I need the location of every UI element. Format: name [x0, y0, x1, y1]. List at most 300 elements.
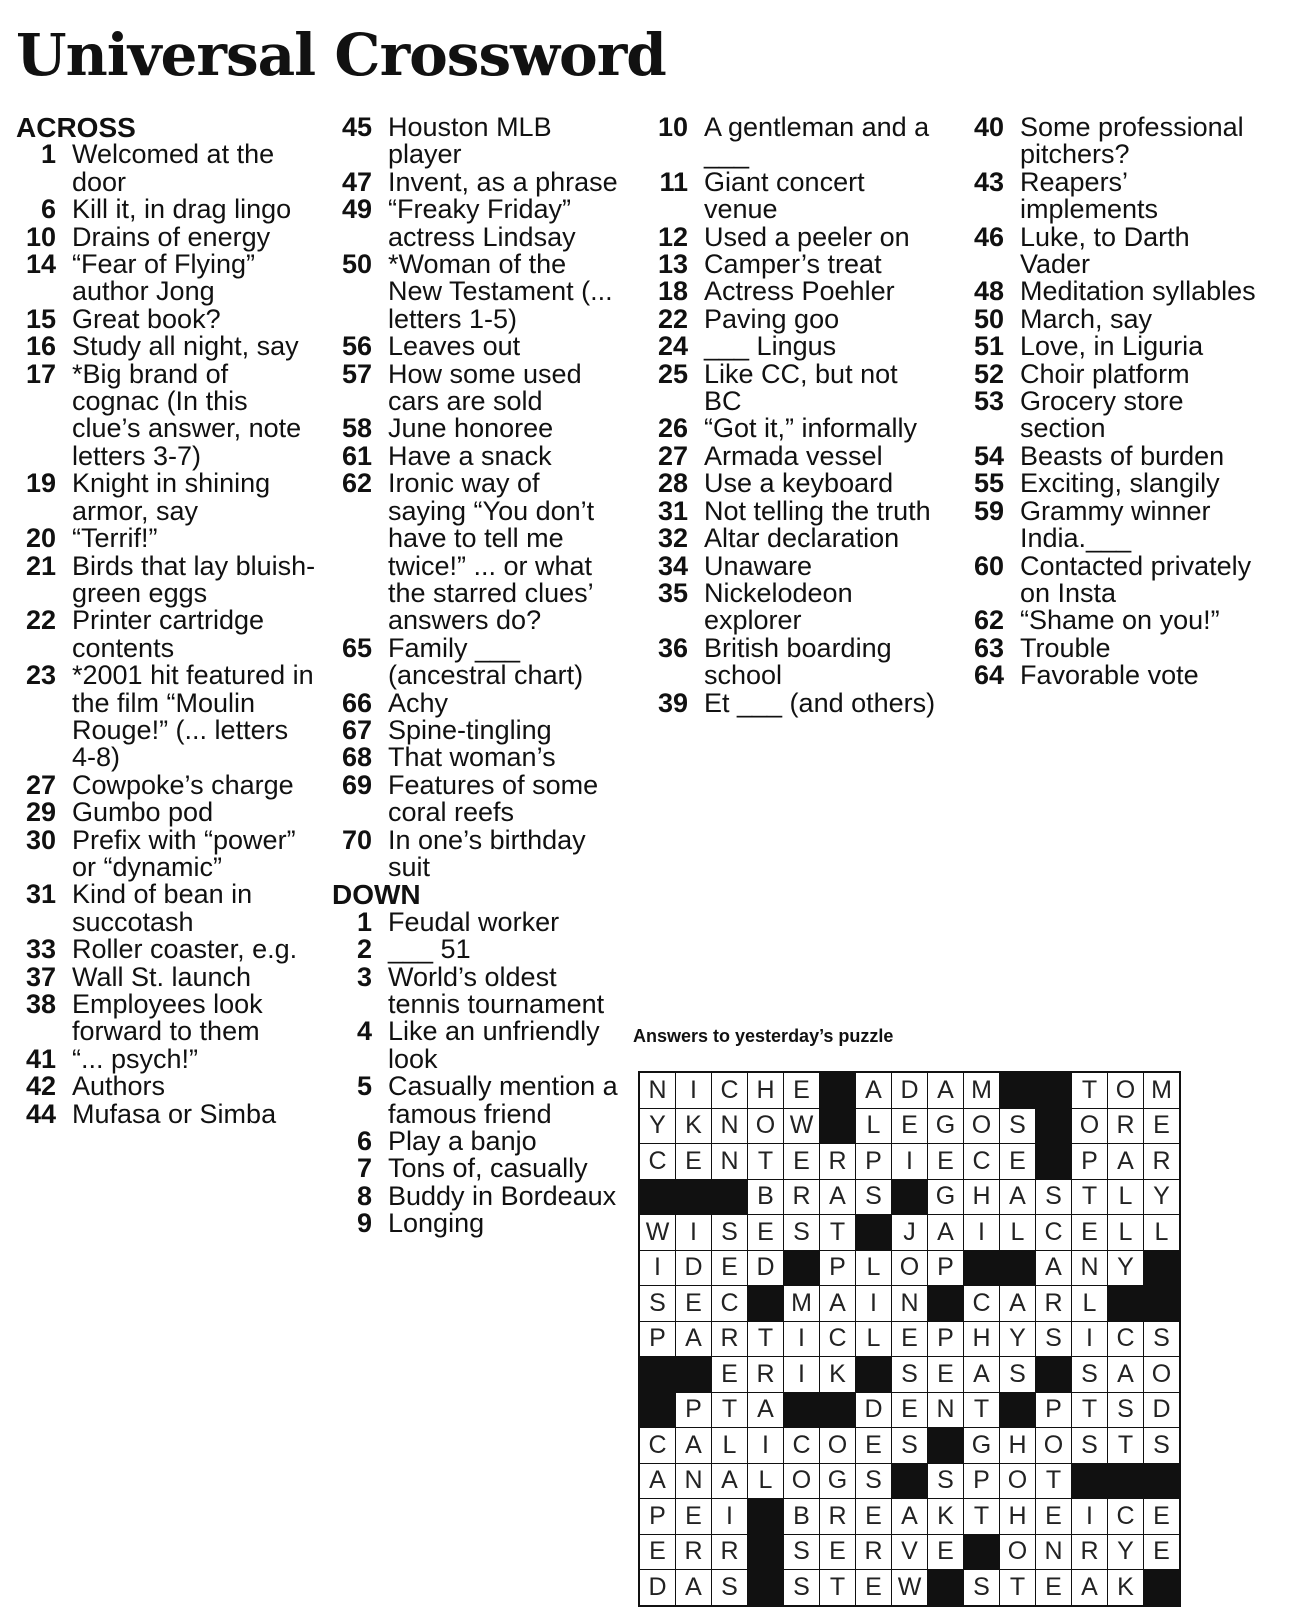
clue-item — [16, 470, 316, 525]
grid-cell: N — [640, 1073, 675, 1108]
clue-item — [648, 525, 938, 552]
grid-block — [784, 1393, 819, 1428]
clue-item — [16, 1043, 316, 1074]
clue-item — [16, 936, 316, 963]
down-header: DOWN — [332, 879, 421, 911]
clue-item — [16, 991, 316, 1046]
grid-block — [1000, 1251, 1035, 1286]
clue-item — [648, 333, 938, 360]
grid-cell: G — [928, 1109, 963, 1144]
grid-cell: C — [1108, 1499, 1143, 1534]
grid-cell: A — [712, 1464, 747, 1499]
grid-cell: T — [964, 1393, 999, 1428]
grid-cell: W — [640, 1215, 675, 1250]
clue-item — [16, 196, 316, 223]
clue-text: Have a snack — [388, 440, 552, 471]
grid-cell: S — [856, 1180, 891, 1215]
clue-item — [648, 303, 938, 334]
clue-item — [332, 470, 622, 634]
clue-text: Grocery store section — [1020, 386, 1184, 444]
clue-text: Unaware — [704, 550, 813, 581]
clue-number: 62 — [341, 468, 372, 499]
grid-cell: T — [748, 1144, 783, 1179]
grid-cell: E — [784, 1073, 819, 1108]
grid-cell: D — [640, 1570, 675, 1605]
clue-number: 62 — [973, 605, 1004, 636]
grid-cell: W — [892, 1570, 927, 1605]
grid-block — [1036, 1109, 1071, 1144]
grid-cell: E — [856, 1499, 891, 1534]
clue-number: 47 — [341, 166, 372, 197]
clue-number: 61 — [341, 440, 372, 471]
clue-item — [964, 607, 1264, 634]
clue-number: 53 — [973, 386, 1004, 417]
clue-text: Authors — [72, 1071, 166, 1102]
clue-item — [16, 251, 316, 306]
grid-cell: A — [640, 1464, 675, 1499]
clue-item — [332, 166, 622, 197]
clue-number: 65 — [341, 632, 372, 663]
grid-cell: M — [1144, 1073, 1179, 1108]
clue-item — [964, 278, 1264, 305]
grid-cell: L — [856, 1109, 891, 1144]
clue-text: June honoree — [388, 413, 554, 444]
clue-item — [332, 961, 622, 1019]
clue-number: 19 — [25, 468, 56, 499]
grid-cell: S — [1000, 1109, 1035, 1144]
clue-item — [16, 221, 316, 252]
clue-text: *Woman of the New Testament (... letters 1-5) — [388, 249, 613, 334]
clue-number: 59 — [973, 495, 1004, 526]
clue-text: Luke, to Darth Vader — [1020, 221, 1190, 280]
clue-number: 12 — [657, 221, 688, 252]
grid-cell: E — [676, 1286, 711, 1321]
grid-block — [748, 1570, 783, 1605]
grid-cell: T — [964, 1499, 999, 1534]
clue-item — [16, 141, 316, 196]
clue-item — [332, 687, 622, 718]
grid-cell: Y — [1108, 1535, 1143, 1570]
clue-number: 6 — [40, 194, 56, 225]
clue-item — [332, 1128, 622, 1155]
grid-cell: I — [856, 1286, 891, 1321]
grid-cell: L — [1000, 1215, 1035, 1250]
clue-text: How some used cars are sold — [388, 358, 582, 417]
clue-number: 29 — [25, 797, 56, 828]
grid-block — [964, 1535, 999, 1570]
grid-cell: E — [712, 1251, 747, 1286]
clue-text: Kind of bean in succotash — [72, 879, 253, 937]
clue-number: 1 — [356, 906, 372, 937]
clue-text: “Shame on you!” — [1020, 605, 1220, 636]
clue-number: 13 — [657, 249, 688, 280]
grid-cell: E — [748, 1215, 783, 1250]
grid-cell: A — [676, 1428, 711, 1463]
clue-number: 48 — [973, 276, 1004, 307]
grid-cell: T — [712, 1393, 747, 1428]
grid-cell: I — [784, 1322, 819, 1357]
grid-cell: O — [964, 1109, 999, 1144]
grid-cell: S — [856, 1464, 891, 1499]
grid-cell: K — [676, 1109, 711, 1144]
grid-cell: P — [676, 1393, 711, 1428]
clue-number: 27 — [657, 440, 688, 471]
clue-number: 46 — [973, 221, 1004, 252]
clue-column-3 — [648, 114, 938, 717]
clue-item — [964, 440, 1264, 471]
clue-item — [16, 550, 316, 608]
grid-cell: R — [856, 1535, 891, 1570]
clue-item — [16, 607, 316, 662]
clue-column-4 — [964, 114, 1264, 690]
clue-text: Beasts of burden — [1020, 440, 1225, 471]
clue-number: 15 — [25, 303, 56, 334]
clue-item — [332, 1180, 622, 1211]
clue-item — [16, 824, 316, 882]
clue-item — [16, 961, 316, 992]
grid-cell: O — [748, 1109, 783, 1144]
clue-number: 38 — [25, 989, 56, 1019]
grid-cell: A — [856, 1073, 891, 1108]
grid-cell: L — [1108, 1215, 1143, 1250]
clue-text: Buddy in Bordeaux — [388, 1180, 617, 1211]
clue-text: ___ 51 — [388, 934, 471, 965]
grid-cell: W — [784, 1109, 819, 1144]
grid-cell: I — [1072, 1322, 1107, 1357]
grid-block — [1072, 1464, 1107, 1499]
grid-cell: O — [892, 1251, 927, 1286]
grid-cell: H — [964, 1180, 999, 1215]
clue-text: Et ___ (and others) — [704, 687, 936, 718]
clue-item — [648, 577, 938, 636]
grid-cell: A — [748, 1393, 783, 1428]
clue-text: Exciting, slangily — [1020, 468, 1220, 499]
clue-item — [648, 470, 938, 497]
clue-column-2 — [332, 114, 622, 1238]
grid-block — [820, 1073, 855, 1108]
grid-cell: C — [964, 1286, 999, 1321]
clue-item — [332, 1210, 622, 1237]
grid-block — [1000, 1393, 1035, 1428]
grid-cell: P — [640, 1499, 675, 1534]
grid-cell: P — [928, 1251, 963, 1286]
clue-text: Grammy winner India.___ — [1020, 495, 1211, 554]
clue-item — [332, 936, 622, 963]
clue-item — [332, 358, 622, 417]
clue-item — [16, 525, 316, 552]
grid-cell: P — [640, 1322, 675, 1357]
grid-block — [1144, 1570, 1179, 1605]
clue-number: 8 — [356, 1180, 372, 1211]
clue-item — [332, 744, 622, 771]
grid-cell: T — [1072, 1073, 1107, 1108]
grid-cell: D — [892, 1073, 927, 1108]
grid-cell: C — [820, 1322, 855, 1357]
grid-cell: J — [892, 1215, 927, 1250]
clue-text: Use a keyboard — [704, 468, 894, 499]
clue-item — [332, 333, 622, 360]
grid-cell: E — [712, 1357, 747, 1392]
clue-text: Feudal worker — [388, 906, 560, 937]
grid-block — [892, 1464, 927, 1499]
grid-cell: T — [1072, 1180, 1107, 1215]
grid-cell: S — [784, 1570, 819, 1605]
clue-number: 57 — [341, 358, 372, 389]
grid-cell: S — [784, 1535, 819, 1570]
grid-block — [1144, 1464, 1179, 1499]
clue-number: 30 — [25, 824, 56, 855]
grid-cell: T — [820, 1570, 855, 1605]
grid-cell: L — [748, 1464, 783, 1499]
clue-number: 52 — [973, 358, 1004, 389]
clue-number: 37 — [25, 961, 56, 992]
clue-text: Study all night, say — [72, 331, 299, 362]
clue-text: Achy — [388, 687, 449, 718]
clue-item — [648, 278, 938, 305]
grid-cell: C — [640, 1144, 675, 1179]
grid-cell: S — [1072, 1428, 1107, 1463]
clue-item — [648, 440, 938, 471]
clue-text: Employees look forward to them — [72, 989, 263, 1047]
clue-item — [332, 114, 622, 169]
grid-cell: A — [676, 1570, 711, 1605]
clue-text: Longing — [388, 1208, 485, 1239]
clue-item — [964, 221, 1264, 280]
clue-number: 5 — [356, 1071, 372, 1102]
clue-item — [964, 550, 1264, 608]
clue-item — [16, 769, 316, 800]
clue-number: 54 — [973, 440, 1004, 471]
grid-cell: S — [712, 1215, 747, 1250]
clue-text: Ironic way of saying “You don’t have to tell me twice!” ... or what the starred clues’ answers do? — [388, 468, 595, 636]
grid-cell: Y — [1000, 1322, 1035, 1357]
grid-cell: E — [856, 1570, 891, 1605]
clue-number: 10 — [657, 112, 688, 142]
clue-number: 55 — [973, 468, 1004, 499]
clue-text: Contacted privately on Insta — [1020, 550, 1252, 608]
clue-text: Welcomed at the door — [72, 139, 275, 197]
clue-number: 44 — [25, 1098, 56, 1129]
clue-item — [16, 1098, 316, 1129]
clue-text: Actress Poehler — [704, 276, 895, 307]
clue-item — [16, 358, 316, 471]
grid-block — [712, 1180, 747, 1215]
clue-item — [16, 1073, 316, 1100]
grid-cell: S — [784, 1215, 819, 1250]
grid-cell: A — [928, 1073, 963, 1108]
across-header: ACROSS — [16, 112, 136, 143]
clue-text: “Got it,” informally — [704, 413, 918, 444]
grid-cell: E — [856, 1428, 891, 1463]
grid-block — [1000, 1073, 1035, 1108]
grid-block — [856, 1215, 891, 1250]
grid-cell: R — [1072, 1535, 1107, 1570]
grid-cell: K — [820, 1357, 855, 1392]
grid-cell: O — [820, 1428, 855, 1463]
grid-cell: L — [1108, 1180, 1143, 1215]
grid-cell: H — [1000, 1428, 1035, 1463]
grid-cell: R — [784, 1180, 819, 1215]
grid-cell: C — [712, 1073, 747, 1108]
clue-text: Houston MLB player — [388, 112, 552, 170]
clue-item — [648, 251, 938, 278]
grid-cell: D — [748, 1251, 783, 1286]
grid-cell: L — [1072, 1286, 1107, 1321]
grid-cell: T — [1036, 1464, 1071, 1499]
clue-text: Invent, as a phrase — [388, 166, 618, 197]
grid-cell: A — [928, 1215, 963, 1250]
grid-cell: E — [892, 1322, 927, 1357]
clue-text: *2001 hit featured in the film “Moulin Rouge!” (... letters 4-8) — [72, 660, 314, 773]
clue-number: 32 — [657, 523, 688, 554]
clue-item — [964, 166, 1264, 225]
grid-cell: I — [640, 1251, 675, 1286]
clue-number: 14 — [25, 249, 56, 280]
clue-item — [332, 440, 622, 471]
clue-item — [964, 114, 1264, 169]
grid-cell: P — [928, 1322, 963, 1357]
grid-cell: E — [1072, 1215, 1107, 1250]
clue-text: “... psych!” — [72, 1043, 199, 1074]
clue-item — [332, 1073, 622, 1128]
grid-block — [676, 1180, 711, 1215]
clue-number: 67 — [341, 714, 372, 745]
clue-text: Trouble — [1020, 632, 1111, 663]
grid-block — [1036, 1357, 1071, 1392]
grid-block — [1036, 1073, 1071, 1108]
answer-grid — [638, 1071, 1181, 1607]
clue-text: Giant concert venue — [704, 166, 865, 225]
grid-cell: P — [964, 1464, 999, 1499]
grid-cell: O — [1036, 1428, 1071, 1463]
grid-cell: S — [928, 1464, 963, 1499]
clue-item — [648, 632, 938, 691]
clue-text: Kill it, in drag lingo — [72, 194, 292, 225]
grid-cell: S — [964, 1570, 999, 1605]
grid-cell: E — [928, 1144, 963, 1179]
clue-item — [332, 714, 622, 745]
clue-item — [964, 632, 1264, 663]
clue-item — [648, 495, 938, 526]
clue-number: 49 — [341, 194, 372, 225]
clue-text: March, say — [1020, 303, 1153, 334]
grid-block — [748, 1286, 783, 1321]
grid-cell: E — [640, 1535, 675, 1570]
grid-cell: R — [1036, 1286, 1071, 1321]
clue-item — [332, 1018, 622, 1073]
clue-item — [648, 358, 938, 417]
grid-cell: C — [712, 1286, 747, 1321]
grid-cell: K — [1108, 1570, 1143, 1605]
grid-cell: E — [676, 1144, 711, 1179]
grid-block — [856, 1357, 891, 1392]
clue-text: Gumbo pod — [72, 797, 214, 828]
grid-cell: Y — [1108, 1251, 1143, 1286]
grid-block — [640, 1357, 675, 1392]
clue-number: 69 — [341, 769, 372, 800]
grid-cell: G — [820, 1464, 855, 1499]
clue-item — [16, 881, 316, 936]
clue-item — [332, 415, 622, 442]
clue-number: 25 — [657, 358, 688, 389]
clue-item — [332, 196, 622, 251]
clue-number: 20 — [25, 523, 56, 554]
grid-cell: N — [892, 1286, 927, 1321]
grid-cell: P — [1036, 1393, 1071, 1428]
clue-number: 56 — [341, 331, 372, 362]
grid-cell: N — [712, 1144, 747, 1179]
clue-number: 40 — [973, 112, 1004, 142]
clue-item — [964, 495, 1264, 554]
clue-text: Reapers’ implements — [1020, 166, 1159, 225]
clue-number: 17 — [25, 358, 56, 389]
grid-cell: E — [928, 1357, 963, 1392]
clue-text: Tons of, casually — [388, 1153, 588, 1184]
clue-item — [16, 333, 316, 360]
clue-text: Features of some coral reefs — [388, 769, 599, 828]
grid-cell: I — [712, 1499, 747, 1534]
grid-cell: R — [712, 1535, 747, 1570]
clue-text: Family ___ (ancestral chart) — [388, 632, 584, 691]
clue-number: 50 — [341, 249, 372, 280]
grid-cell: R — [820, 1499, 855, 1534]
grid-cell: S — [1000, 1357, 1035, 1392]
clue-text: Not telling the truth — [704, 495, 931, 526]
clue-text: Roller coaster, e.g. — [72, 934, 298, 965]
grid-block — [928, 1570, 963, 1605]
clue-text: Choir platform — [1020, 358, 1190, 389]
clue-number: 45 — [341, 112, 372, 142]
grid-cell: O — [784, 1464, 819, 1499]
clue-number: 43 — [973, 166, 1004, 197]
clue-text: Prefix with “power” or “dynamic” — [72, 824, 296, 882]
grid-cell: I — [676, 1215, 711, 1250]
clue-number: 68 — [341, 742, 372, 773]
clue-text: Used a peeler on — [704, 221, 910, 252]
grid-cell: Y — [640, 1109, 675, 1144]
clue-text: Great book? — [72, 303, 221, 334]
grid-block — [1108, 1464, 1143, 1499]
clue-item — [964, 333, 1264, 360]
clue-number: 70 — [341, 824, 372, 855]
grid-cell: M — [784, 1286, 819, 1321]
clue-item — [332, 1155, 622, 1182]
grid-cell: E — [892, 1393, 927, 1428]
grid-cell: I — [1072, 1499, 1107, 1534]
clue-item — [332, 251, 622, 333]
grid-cell: O — [1072, 1109, 1107, 1144]
grid-cell: M — [964, 1073, 999, 1108]
grid-cell: N — [712, 1109, 747, 1144]
grid-cell: L — [1144, 1215, 1179, 1250]
grid-cell: C — [1108, 1322, 1143, 1357]
clue-text: Favorable vote — [1020, 660, 1199, 691]
grid-cell: H — [748, 1073, 783, 1108]
grid-cell: E — [1000, 1144, 1035, 1179]
clue-text: Spine-tingling — [388, 714, 552, 745]
grid-cell: O — [1000, 1464, 1035, 1499]
clue-number: 41 — [25, 1043, 56, 1074]
grid-cell: N — [676, 1464, 711, 1499]
grid-cell: A — [1036, 1251, 1071, 1286]
clue-number: 64 — [973, 660, 1004, 691]
clue-number: 4 — [356, 1016, 372, 1047]
grid-block — [964, 1251, 999, 1286]
grid-cell: N — [1072, 1251, 1107, 1286]
grid-cell: O — [1144, 1357, 1179, 1392]
clue-text: Play a banjo — [388, 1126, 537, 1157]
clue-text: “Terrif!” — [72, 523, 158, 554]
